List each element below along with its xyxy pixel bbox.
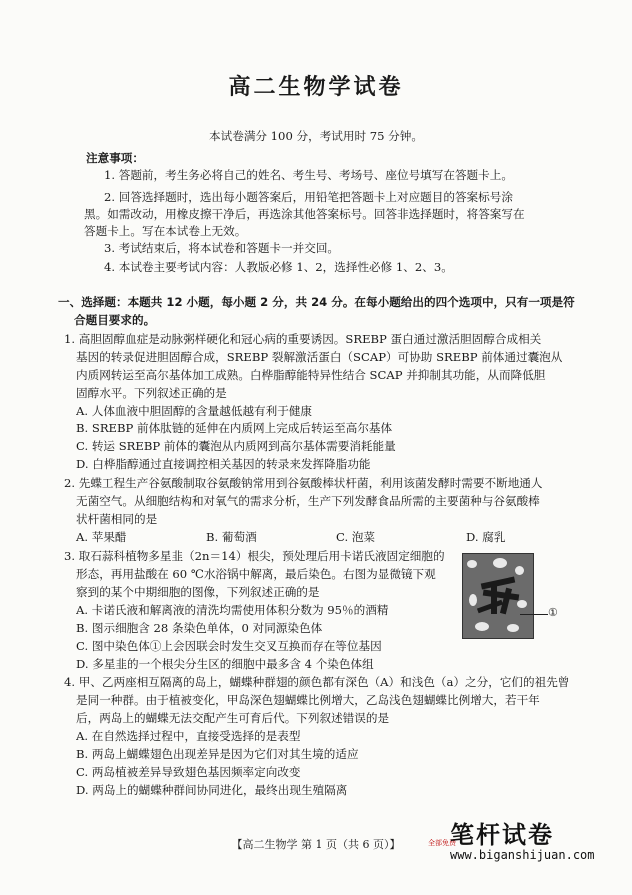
question-4-option-d: D. 两岛上的蝴蝶种群间协同进化，最终出现生殖隔离: [76, 783, 348, 797]
notice-item: 答题卡上。写在本试卷上无效。: [84, 224, 247, 238]
question-3-text: 3. 取石蒜科植物多星韭（2n＝14）根尖，预处理后用卡诺氏液固定细胞的: [64, 549, 445, 563]
question-3-option-d: D. 多星韭的一个根尖分生区的细胞中最多含 4 个染色体组: [76, 657, 374, 671]
question-3-text: 察到的某个中期细胞的图像，下列叙述正确的是: [76, 585, 320, 599]
notice-item: 3. 考试结束后，将本试卷和答题卡一并交回。: [104, 241, 340, 255]
figure-callout-line: [520, 614, 548, 615]
question-1-option-c: C. 转运 SREBP 前体的囊泡从内质网到高尔基体需要消耗能量: [76, 439, 396, 453]
question-2-option-c: C. 泡菜: [336, 530, 376, 544]
question-3-option-b: B. 图示细胞含 28 条染色单体，0 对同源染色体: [76, 621, 323, 635]
question-2-option-a: A. 苹果醋: [76, 530, 127, 544]
question-4-option-b: B. 两岛上蝴蝶翅色出现差异是因为它们对其生境的适应: [76, 747, 359, 761]
question-4-text: 是同一种群。由于植被变化，甲岛深色翅蝴蝶比例增大，乙岛浅色翅蝴蝶比例增大，若干年: [76, 693, 540, 707]
question-1-option-b: B. SREBP 前体肽链的延伸在内质网上完成后转运至高尔基体: [76, 421, 393, 435]
page-title: 高二生物学试卷: [228, 75, 404, 100]
question-1-option-a: A. 人体血液中胆固醇的含量越低越有利于健康: [76, 404, 313, 418]
section-heading-cont: 合题目要求的。: [74, 313, 156, 327]
question-2-text: 2. 先蝶工程生产谷氨酸制取谷氨酸钠常用到谷氨酸棒状杆菌，利用该菌发酵时需要不断地通人: [64, 476, 543, 490]
watermark-brand: 笔杆试卷: [450, 821, 554, 849]
question-1-text: 1. 高胆固醇血症是动脉粥样硬化和冠心病的重要诱因。SREBP 蛋白通过激活胆固醇合成相关: [64, 332, 542, 346]
page-footer: 【高二生物学 第 1 页（共 6 页）】: [231, 838, 401, 851]
notice-item: 4. 本试卷主要考试内容：人教版必修 1、2，选择性必修 1、2、3。: [104, 260, 453, 274]
question-2-text: 状杆菌相同的是: [76, 512, 158, 526]
question-1-text: 基因的转录促进胆固醇合成，SREBP 裂解激活蛋白（SCAP）可协助 SREBP 前体通过囊泡从: [76, 350, 563, 364]
figure-label: ①: [548, 606, 558, 619]
question-1-text: 固醇水平。下列叙述正确的是: [76, 386, 227, 400]
exam-subtitle: 本试卷满分 100 分，考试用时 75 分钟。: [209, 129, 423, 143]
watermark-url: www.biganshijuan.com: [450, 848, 595, 862]
notice-item: 黑。如需改动，用橡皮擦干净后，再选涂其他答案标号。回答非选择题时，将答案写在: [84, 207, 525, 221]
question-3-option-a: A. 卡诺氏液和解离液的清洗均需使用体积分数为 95％的酒精: [76, 603, 389, 617]
micrograph-figure: [462, 553, 534, 639]
question-2-text: 无菌空气。从细胞结构和对氧气的需求分析，生产下列发酵食品所需的主要菌种与谷氨酸棒: [76, 494, 540, 508]
question-4-text: 4. 甲、乙两座相互隔离的岛上，蝴蝶种群翅的颜色都有深色（A）和浅色（a）之分，它们的祖先曾: [64, 675, 570, 689]
watermark-small-text: 全部免费: [428, 839, 456, 847]
question-3-option-c: C. 图中染色体①上会因联会时发生交叉互换而存在等位基因: [76, 639, 382, 653]
question-1-option-d: D. 白桦脂醇通过直接调控相关基因的转录来发挥降脂功能: [76, 457, 371, 471]
question-4-text: 后，两岛上的蝴蝶无法交配产生可育后代。下列叙述错误的是: [76, 711, 390, 725]
section-heading: 一、选择题：本题共 12 小题，每小题 2 分，共 24 分。在每小题给出的四个选项中，只有一项是符: [58, 295, 575, 309]
question-3-text: 形态，再用盐酸在 60 ℃水浴锅中解离，最后染色。右图为显微镜下观: [76, 567, 436, 581]
question-4-option-c: C. 两岛植被差异导致翅色基因频率定向改变: [76, 765, 301, 779]
notice-item: 1. 答题前，考生务必将自己的姓名、考生号、考场号、座位号填写在答题卡上。: [104, 168, 513, 182]
question-2-option-b: B. 葡萄酒: [206, 530, 257, 544]
question-2-option-d: D. 腐乳: [466, 530, 506, 544]
notice-item: 2. 回答选择题时，选出每小题答案后，用铅笔把答题卡上对应题目的答案标号涂: [104, 190, 513, 204]
notice-heading: 注意事项：: [86, 151, 144, 165]
question-1-text: 内质网转运至高尔基体加工成熟。白桦脂醇能特异性结合 SCAP 并抑制其功能，从而降低胆: [76, 368, 546, 382]
question-2-options: [76, 529, 596, 545]
question-4-option-a: A. 在自然选择过程中，直接受选择的是表型: [76, 729, 301, 743]
